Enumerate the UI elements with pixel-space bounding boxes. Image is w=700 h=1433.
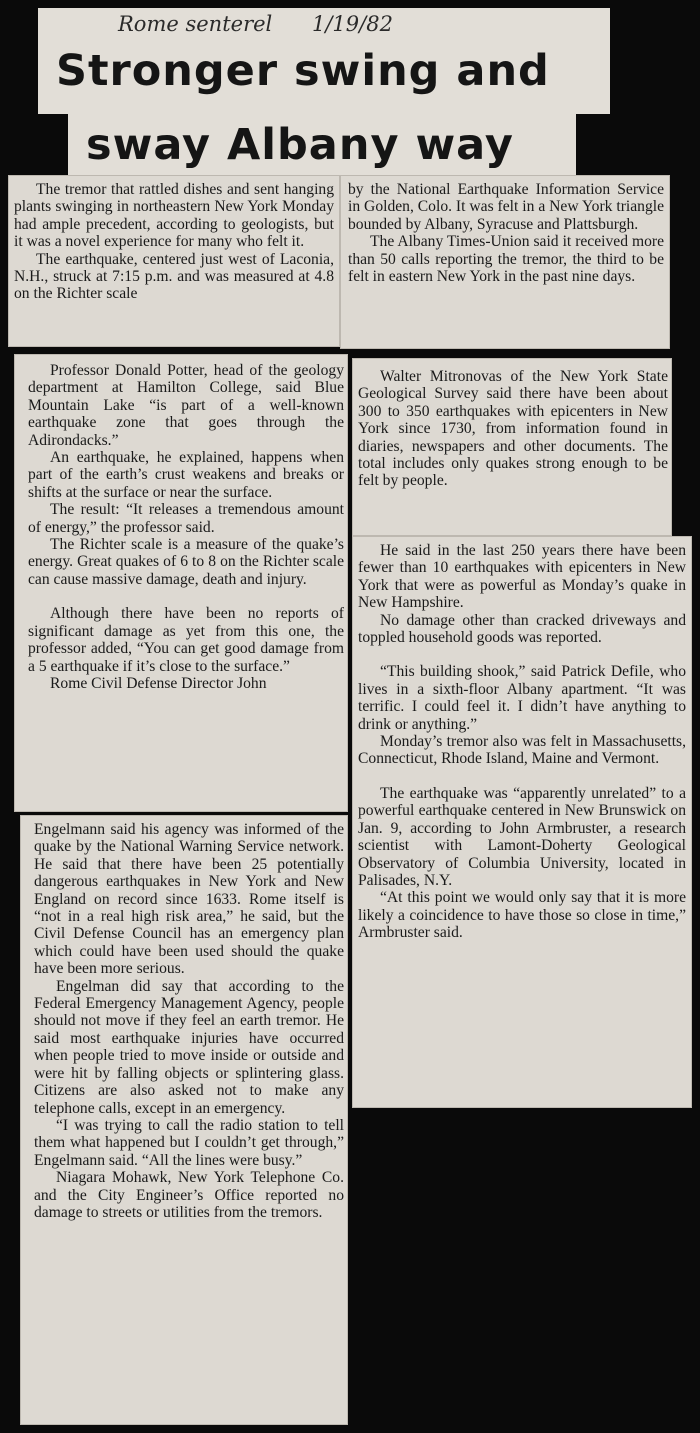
article-block-top-right	[340, 175, 670, 349]
handwritten-source: Rome senterel	[118, 12, 273, 36]
paragraph: Engelman did say that according to the Federal Emergency Management Agency, people should not move if they feel an earth tremor. He said most earthquake injuries have occurred when people tried to move inside or outside and were hit by falling objects or splintering glass. Citizens are also asked not to make any telephone calls, except in an emergency.	[34, 977, 344, 1117]
paragraph: Niagara Mohawk, New York Telephone Co. and the City Engineer’s Office reported no damage to streets or utilities from the tremors.	[34, 1169, 344, 1221]
paragraph: The earthquake was “apparently unrelated” to a powerful earthquake centered in New Brunswick on Jan. 9, according to John Armbruster, a research scientist with Lamont-Doherty Geological Observatory of Columbia University, located in Palisades, N.Y.	[358, 784, 686, 889]
paragraph: The earthquake, centered just west of Laconia, N.H., struck at 7:15 p.m. and was measured at 4.8 on the Richter scale	[14, 250, 334, 303]
paragraph: “This building shook,” said Patrick Defile, who lives in a sixth-floor Albany apartment. “It was terrific. I could feel it. I didn’t have anything to drink or anything.”	[358, 663, 686, 733]
paragraph: Although there have been no reports of significant damage as yet from this one, the professor added, “You can get good damage from a 5 earthquake if it’s close to the surface.”	[28, 605, 344, 675]
paragraph: The Richter scale is a measure of the quake’s energy. Great quakes of 6 to 8 on the Richter scale can cause massive damage, death and injury.	[28, 536, 344, 588]
headline-line-2: sway Albany way	[86, 120, 514, 170]
paragraph: No damage other than cracked driveways and toppled household goods was reported.	[358, 611, 686, 647]
paragraph: The Albany Times-Union said it received more than 50 calls reporting the tremor, the third to be felt in eastern New York in the past nine days.	[348, 233, 664, 286]
paragraph: He said in the last 250 years there have been fewer than 10 earthquakes with epicenters in New York that were as powerful as Monday’s quake in New Hampshire.	[358, 542, 686, 612]
article-block-top-left	[8, 175, 340, 347]
article-block-middle-right	[352, 358, 672, 536]
paragraph: Walter Mitronovas of the New York State Geological Survey said there have been about 300 to 350 earthquakes with epicenters in New York since 1730, from information found in diaries, newspapers and other documents. The total includes only quakes strong enough to be felt by people.	[358, 368, 668, 490]
paragraph-gap	[28, 588, 344, 605]
paragraph: by the National Earthquake Information Service in Golden, Colo. It was felt in a New York triangle bounded by Albany, Syracuse and Plattsburgh.	[348, 181, 664, 233]
paragraph: Monday’s tremor also was felt in Massachusetts, Connecticut, Rhode Island, Maine and Vermont.	[358, 733, 686, 768]
paragraph: An earthquake, he explained, happens when part of the earth’s crust weakens and breaks or shifts at the surface or near the surface.	[28, 449, 344, 501]
paragraph-gap	[358, 646, 686, 663]
article-block-bottom-right	[352, 536, 692, 1108]
paragraph: “I was trying to call the radio station to tell them what happened but I couldn’t get through,” Engelmann said. “All the lines were busy.”	[34, 1116, 344, 1169]
paragraph: Engelmann said his agency was informed of the quake by the National Warning Service network. He said that there have been 25 potentially dangerous earthquakes in New York and New England on record since 1633. Rome itself is “not in a real high risk area,” he said, but the Civil Defense Council has an emergency plan which could have been used should the quake have been more serious.	[34, 821, 344, 978]
handwritten-date: 1/19/82	[312, 12, 393, 36]
headline-line-1: Stronger swing and	[56, 46, 550, 96]
paragraph: The result: “It releases a tremendous amount of energy,” the professor said.	[28, 501, 344, 536]
article-block-bottom-left	[20, 815, 348, 1425]
paragraph: Rome Civil Defense Director John	[50, 674, 267, 692]
paragraph: Professor Donald Potter, head of the geology department at Hamilton College, said Blue Mountain Lake “is part of a well-known earthquake zone that goes through the Adirondacks.”	[28, 362, 344, 449]
paragraph: The tremor that rattled dishes and sent hanging plants swinging in northeastern New York Monday had ample precedent, according to geologists, but it was a novel experience for many who felt it.	[14, 181, 334, 251]
article-block-middle-left	[14, 354, 348, 812]
paragraph: “At this point we would only say that it is more likely a coincidence to have those so close in time,” Armbruster said.	[358, 889, 686, 942]
paragraph-gap	[358, 768, 686, 785]
